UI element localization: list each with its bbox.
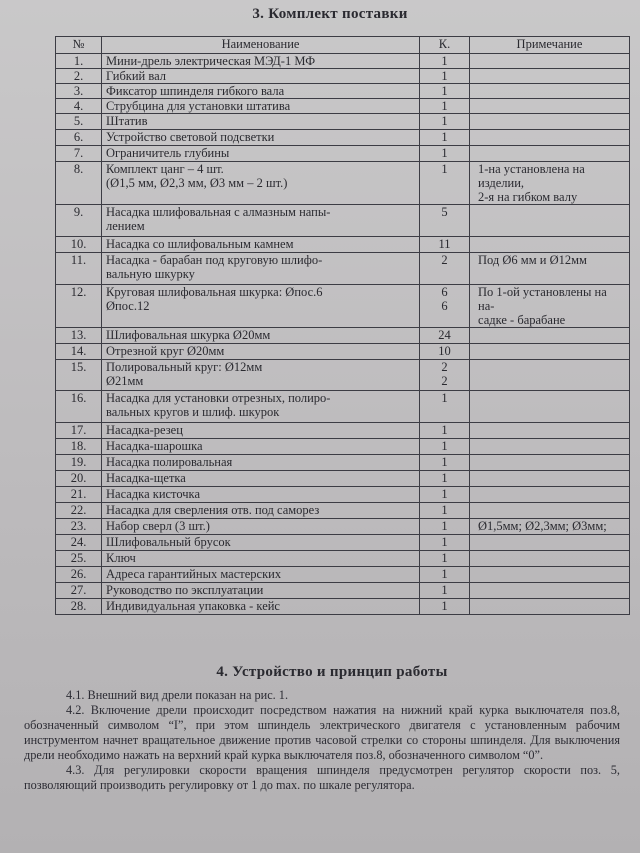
item-name: Устройство световой подсветки	[102, 130, 420, 146]
col-header-qty: К.	[420, 37, 470, 54]
item-note	[470, 439, 630, 455]
item-quantity: 1	[420, 69, 470, 84]
item-name: Шлифовальный брусок	[102, 535, 420, 551]
item-quantity: 10	[420, 344, 470, 360]
item-name: Насадка для сверления отв. под саморез	[102, 503, 420, 519]
table-row	[56, 205, 630, 237]
col-header-name: Наименование	[102, 37, 420, 54]
item-quantity: 1	[420, 54, 470, 69]
item-quantity: 1	[420, 567, 470, 583]
table-row	[56, 69, 630, 84]
item-quantity: 1	[420, 423, 470, 439]
item-name: Насадка-шарошка	[102, 439, 420, 455]
paragraph-4-3: 4.3. Для регулировки скорости вращения шпинделя предусмотрен регулятор скорости поз. 5, позволяющий производить регулировку от 1 до max. по шкале регулятора.	[24, 763, 620, 792]
item-note	[470, 114, 630, 130]
table-row	[56, 146, 630, 162]
row-number: 5.	[56, 114, 102, 130]
row-number: 18.	[56, 439, 102, 455]
row-number: 23.	[56, 519, 102, 535]
row-number: 26.	[56, 567, 102, 583]
row-number: 21.	[56, 487, 102, 503]
table-row	[56, 285, 630, 328]
section-4-text	[24, 688, 620, 793]
row-number: 25.	[56, 551, 102, 567]
item-note: Под Ø6 мм и Ø12мм	[470, 253, 630, 285]
table-row	[56, 423, 630, 439]
table-header-row	[56, 37, 630, 54]
table-row	[56, 328, 630, 344]
table-row	[56, 130, 630, 146]
item-name: Насадка-щетка	[102, 471, 420, 487]
row-number: 8.	[56, 162, 102, 205]
item-quantity: 2 2	[420, 360, 470, 391]
row-number: 12.	[56, 285, 102, 328]
item-quantity: 1	[420, 535, 470, 551]
row-number: 27.	[56, 583, 102, 599]
item-name: Ключ	[102, 551, 420, 567]
item-quantity: 1	[420, 114, 470, 130]
table-row	[56, 54, 630, 69]
row-number: 9.	[56, 205, 102, 237]
item-quantity: 24	[420, 328, 470, 344]
row-number: 17.	[56, 423, 102, 439]
item-note	[470, 69, 630, 84]
table-row	[56, 391, 630, 423]
item-note	[470, 487, 630, 503]
item-name: Индивидуальная упаковка - кейс	[102, 599, 420, 615]
row-number: 4.	[56, 99, 102, 114]
col-header-note: Примечание	[470, 37, 630, 54]
item-name: Насадка шлифовальная с алмазным напы- лением	[102, 205, 420, 237]
item-quantity: 1	[420, 99, 470, 114]
row-number: 15.	[56, 360, 102, 391]
item-quantity: 1	[420, 599, 470, 615]
table-row	[56, 253, 630, 285]
item-name: Штатив	[102, 114, 420, 130]
item-note	[470, 237, 630, 253]
item-note	[470, 455, 630, 471]
table-row	[56, 84, 630, 99]
table-row	[56, 162, 630, 205]
item-note	[470, 146, 630, 162]
item-note: 1-на установлена на изделии, 2-я на гибком валу	[470, 162, 630, 205]
row-number: 13.	[56, 328, 102, 344]
table-row	[56, 439, 630, 455]
item-name: Руководство по эксплуатации	[102, 583, 420, 599]
row-number: 24.	[56, 535, 102, 551]
table-row	[56, 487, 630, 503]
paragraph-4-2: 4.2. Включение дрели происходит посредством нажатия на нижний край курка выключателя поз.8, обозначенный символом “I”, при этом шпиндель электрического двигателя с установленным рабочим инструментом начнет вращательное движение против часовой стрелки со стороны шпинделя. Для выключения дрели необходимо нажать на верхний край курка выключателя поз.8, обозначенного символом “0”.	[24, 703, 620, 762]
item-name: Отрезной круг Ø20мм	[102, 344, 420, 360]
col-header-number: №	[56, 37, 102, 54]
table-body	[56, 54, 630, 615]
row-number: 3.	[56, 84, 102, 99]
item-name: Полировальный круг: Ø12мм Ø21мм	[102, 360, 420, 391]
item-quantity: 1	[420, 439, 470, 455]
table-row	[56, 344, 630, 360]
row-number: 14.	[56, 344, 102, 360]
table-row	[56, 360, 630, 391]
item-note	[470, 84, 630, 99]
item-name: Струбцина для установки штатива	[102, 99, 420, 114]
row-number: 11.	[56, 253, 102, 285]
item-quantity: 6 6	[420, 285, 470, 328]
row-number: 10.	[56, 237, 102, 253]
item-name: Насадка со шлифовальным камнем	[102, 237, 420, 253]
item-name: Фиксатор шпинделя гибкого вала	[102, 84, 420, 99]
item-quantity: 1	[420, 487, 470, 503]
table-row	[56, 471, 630, 487]
item-name: Шлифовальная шкурка Ø20мм	[102, 328, 420, 344]
delivery-kit-table	[55, 36, 630, 615]
item-quantity: 1	[420, 551, 470, 567]
item-quantity: 1	[420, 130, 470, 146]
item-note	[470, 130, 630, 146]
table-row	[56, 551, 630, 567]
item-name: Адреса гарантийных мастерских	[102, 567, 420, 583]
item-name: Насадка-резец	[102, 423, 420, 439]
item-name: Насадка полировальная	[102, 455, 420, 471]
table-row	[56, 519, 630, 535]
item-note	[470, 551, 630, 567]
paragraph-4-1: 4.1. Внешний вид дрели показан на рис. 1.	[66, 688, 289, 702]
item-note	[470, 344, 630, 360]
section-4-heading: 4. Устройство и принцип работы	[216, 664, 448, 680]
item-quantity: 1	[420, 471, 470, 487]
item-note	[470, 99, 630, 114]
item-quantity: 1	[420, 84, 470, 99]
item-quantity: 5	[420, 205, 470, 237]
table-row	[56, 114, 630, 130]
item-quantity: 1	[420, 519, 470, 535]
item-quantity: 2	[420, 253, 470, 285]
item-name: Гибкий вал	[102, 69, 420, 84]
section-3-heading: 3. Комплект поставки	[252, 6, 408, 22]
item-note	[470, 391, 630, 423]
row-number: 1.	[56, 54, 102, 69]
item-note	[470, 205, 630, 237]
item-note: По 1-ой установлены на на- садке - барабане	[470, 285, 630, 328]
row-number: 7.	[56, 146, 102, 162]
item-note	[470, 54, 630, 69]
item-name: Комплект цанг – 4 шт. (Ø1,5 мм, Ø2,3 мм, Ø3 мм – 2 шт.)	[102, 162, 420, 205]
row-number: 28.	[56, 599, 102, 615]
row-number: 19.	[56, 455, 102, 471]
item-name: Насадка для установки отрезных, полиро- вальных кругов и шлиф. шкурок	[102, 391, 420, 423]
row-number: 2.	[56, 69, 102, 84]
item-quantity: 1	[420, 503, 470, 519]
table-row	[56, 567, 630, 583]
table-row	[56, 503, 630, 519]
row-number: 22.	[56, 503, 102, 519]
row-number: 16.	[56, 391, 102, 423]
item-quantity: 1	[420, 146, 470, 162]
row-number: 6.	[56, 130, 102, 146]
item-quantity: 1	[420, 391, 470, 423]
item-name: Ограничитель глубины	[102, 146, 420, 162]
item-quantity: 1	[420, 162, 470, 205]
item-quantity: 1	[420, 583, 470, 599]
item-note	[470, 328, 630, 344]
table-row	[56, 99, 630, 114]
table-row	[56, 455, 630, 471]
item-note	[470, 599, 630, 615]
item-note	[470, 583, 630, 599]
item-note	[470, 471, 630, 487]
item-name: Насадка кисточка	[102, 487, 420, 503]
item-note	[470, 567, 630, 583]
table-row	[56, 583, 630, 599]
item-name: Насадка - барабан под круговую шлифо- вальную шкурку	[102, 253, 420, 285]
table-row	[56, 535, 630, 551]
item-name: Круговая шлифовальная шкурка: Øпос.6 Øпос.12	[102, 285, 420, 328]
item-quantity: 1	[420, 455, 470, 471]
item-note: Ø1,5мм; Ø2,3мм; Ø3мм;	[470, 519, 630, 535]
table-row	[56, 599, 630, 615]
item-note	[470, 423, 630, 439]
item-name: Набор сверл (3 шт.)	[102, 519, 420, 535]
item-note	[470, 503, 630, 519]
table-row	[56, 237, 630, 253]
item-note	[470, 360, 630, 391]
item-quantity: 11	[420, 237, 470, 253]
item-name: Мини-дрель электрическая МЭД-1 МФ	[102, 54, 420, 69]
row-number: 20.	[56, 471, 102, 487]
item-note	[470, 535, 630, 551]
